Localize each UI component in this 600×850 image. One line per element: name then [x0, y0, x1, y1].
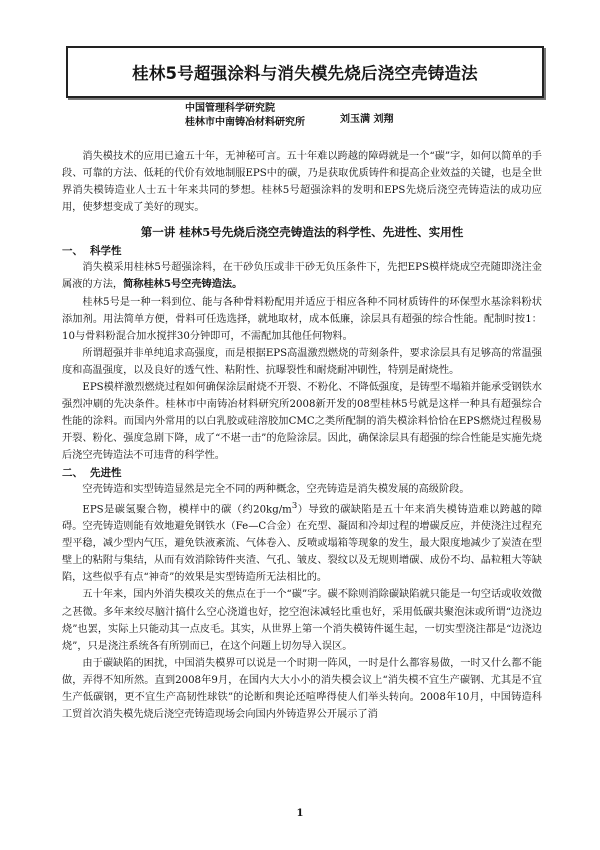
- section-2-heading: [62, 465, 542, 481]
- intro-paragraph: 消失模技术的应用已逾五十年，无神秘可言。五十年难以跨越的障碍就是一个“碳”字，如何以简单的手段、可靠的方法、低耗的代价有效地制服EPS中的碳，乃是获取优质铸件和提高企业效益的关键，也是全世界消失模铸造业人士五十年来共同的梦想。桂林5号超强涂料的发明和EPS先烧后浇空壳铸造法的成功应用，使梦想变成了美好的现实。: [62, 151, 542, 214]
- section-1-title: 科学性: [90, 245, 122, 258]
- section-2-paragraph-4: 由于碳缺陷的困扰，中国消失模界可以说是一个时期一阵风，一时是什么都容易做，一时又什么都不能做，弄得不知所然。直到2008年9月，在国内大大小小的消失模会议上“消失模不宜生产碳钢、尤其是不宜生产低碳钢，更不宜生产高韧性球铁”的论断和舆论还喧哗得使人们举头转向。2008年10月，中国铸造科工贸首次消失模先烧后浇空壳铸造现场会向国内外铸造界公开展示了消: [62, 657, 542, 721]
- article-body: [62, 148, 542, 723]
- section-1-paragraph-1: [62, 259, 542, 293]
- section-1-paragraph-2: 桂林5号是一种一料到位、能与各种骨料粉配用并适应于相应各种不同材质铸件的环保型水基涂料粉状添加剂。用法简单方便，骨料可任选选择，就地取材，成本低廉，涂层具有超强的综合性能。配制时按1：10与骨料粉混合加水搅拌30分钟即可，不需配加其他任何物料。: [62, 296, 542, 342]
- section-2-p2-text-a: EPS是碳氢聚合物，模样中的碳（约20kg/m: [82, 503, 292, 515]
- page-title: 桂林5号超强涂料与消失模先烧后浇空壳铸造法: [132, 64, 478, 83]
- section-1-paragraph-3: 所谓超强并非单纯追求高强度，而是根据EPS高温激烈燃烧的苛刻条件，要求涂层具有足够高的常温强度和高温强度，以及良好的透气性、粘附性、抗曝裂性和耐烧耐冲刷性，特别是耐烧性。: [62, 347, 542, 376]
- section-1-heading: [62, 243, 542, 259]
- section-2-number: 二、: [62, 466, 83, 479]
- section-2-paragraph-2: [62, 498, 542, 587]
- section-2-p2-sup: 3: [291, 500, 298, 511]
- section-1-p1-text: 消失模采用桂林5号超强涂料，在干砂负压或非干砂无负压条件下，先把EPS模样烧成空壳随即浇注金属液的方法，: [62, 262, 542, 291]
- affiliation-1: 中国管理科学研究院: [185, 103, 275, 114]
- section-2-paragraph-3: 五十年来，国内外消失模攻关的焦点在于一个“碳”字。碳不除则消除碳缺陷就只能是一句空话或收效微之甚微。多年来绞尽脑汁搞什么空心浇道也好，挖空泡沫减轻比重也好，采用低碳共聚泡沫或所谓“边浇边烧”也罢，实际上只能动其一点皮毛。其实，从世界上第一个消失模铸件诞生起，一切实型浇注都是“边浇边烧”，只是浇注系统各有所别而已，在这个问题上切勿导入误区。: [62, 589, 542, 652]
- lecture-title: 第一讲 桂林5号先烧后浇空壳铸造法的科学性、先进性、实用性: [140, 225, 464, 240]
- section-1-number: 一、: [62, 245, 83, 258]
- affiliation-2: 桂林市中南铸冶材料研究所: [185, 117, 305, 128]
- title-box: [66, 46, 544, 98]
- section-2-paragraph-1: 空壳铸造和实型铸造显然是完全不同的两种概念，空壳铸造是消失模发展的高级阶段。: [82, 483, 470, 495]
- affiliations: [185, 102, 305, 130]
- section-2-title: 先进性: [90, 466, 122, 479]
- section-2-p2-text-b: ）导致的碳缺陷是五十年来消失模铸造难以跨越的障碍。空壳铸造则能有效地避免钢铁水（Fe—C合金）在充型、凝固和冷却过程的增碳反应，并使浇注过程充型平稳，减少型内气压，避免铁液紊流、气体卷入、反喷或塌箱等现象的发生，最大限度地减少了炭渣在型壁上的粘附与集结，从而有效消除铸件夹渣、气孔、皱皮、裂纹以及无规则增碳、成份不均、晶粒粗大等缺陷，这些似乎有点“神奇”的效果是实型铸造所无法相比的。: [62, 503, 542, 584]
- section-1-paragraph-4: EPS模样激烈燃烧过程如何确保涂层耐烧不开裂、不粉化、不降低强度，是铸型不塌箱并能承受钢铁水强烈冲刷的先决条件。桂林市中南铸冶材料研究所2008新开发的08型桂林5号就是这样一种具有超强综合性能的涂料。而国内外常用的以白乳胶或硅溶胶加CMC之类所配制的消失模涂料恰恰在EPS燃烧过程极易开裂、粉化、强度急剧下降，成了“不堪一击”的危险涂层。因此，确保涂层具有超强的综合性能是实施先烧后浇空壳铸造法不可违背的科学性。: [62, 382, 542, 462]
- page-number: 1: [296, 808, 304, 819]
- section-1-p1-bold: 简称桂林5号空壳铸造法。: [123, 278, 243, 291]
- authors: 刘玉满 刘翔: [340, 114, 394, 125]
